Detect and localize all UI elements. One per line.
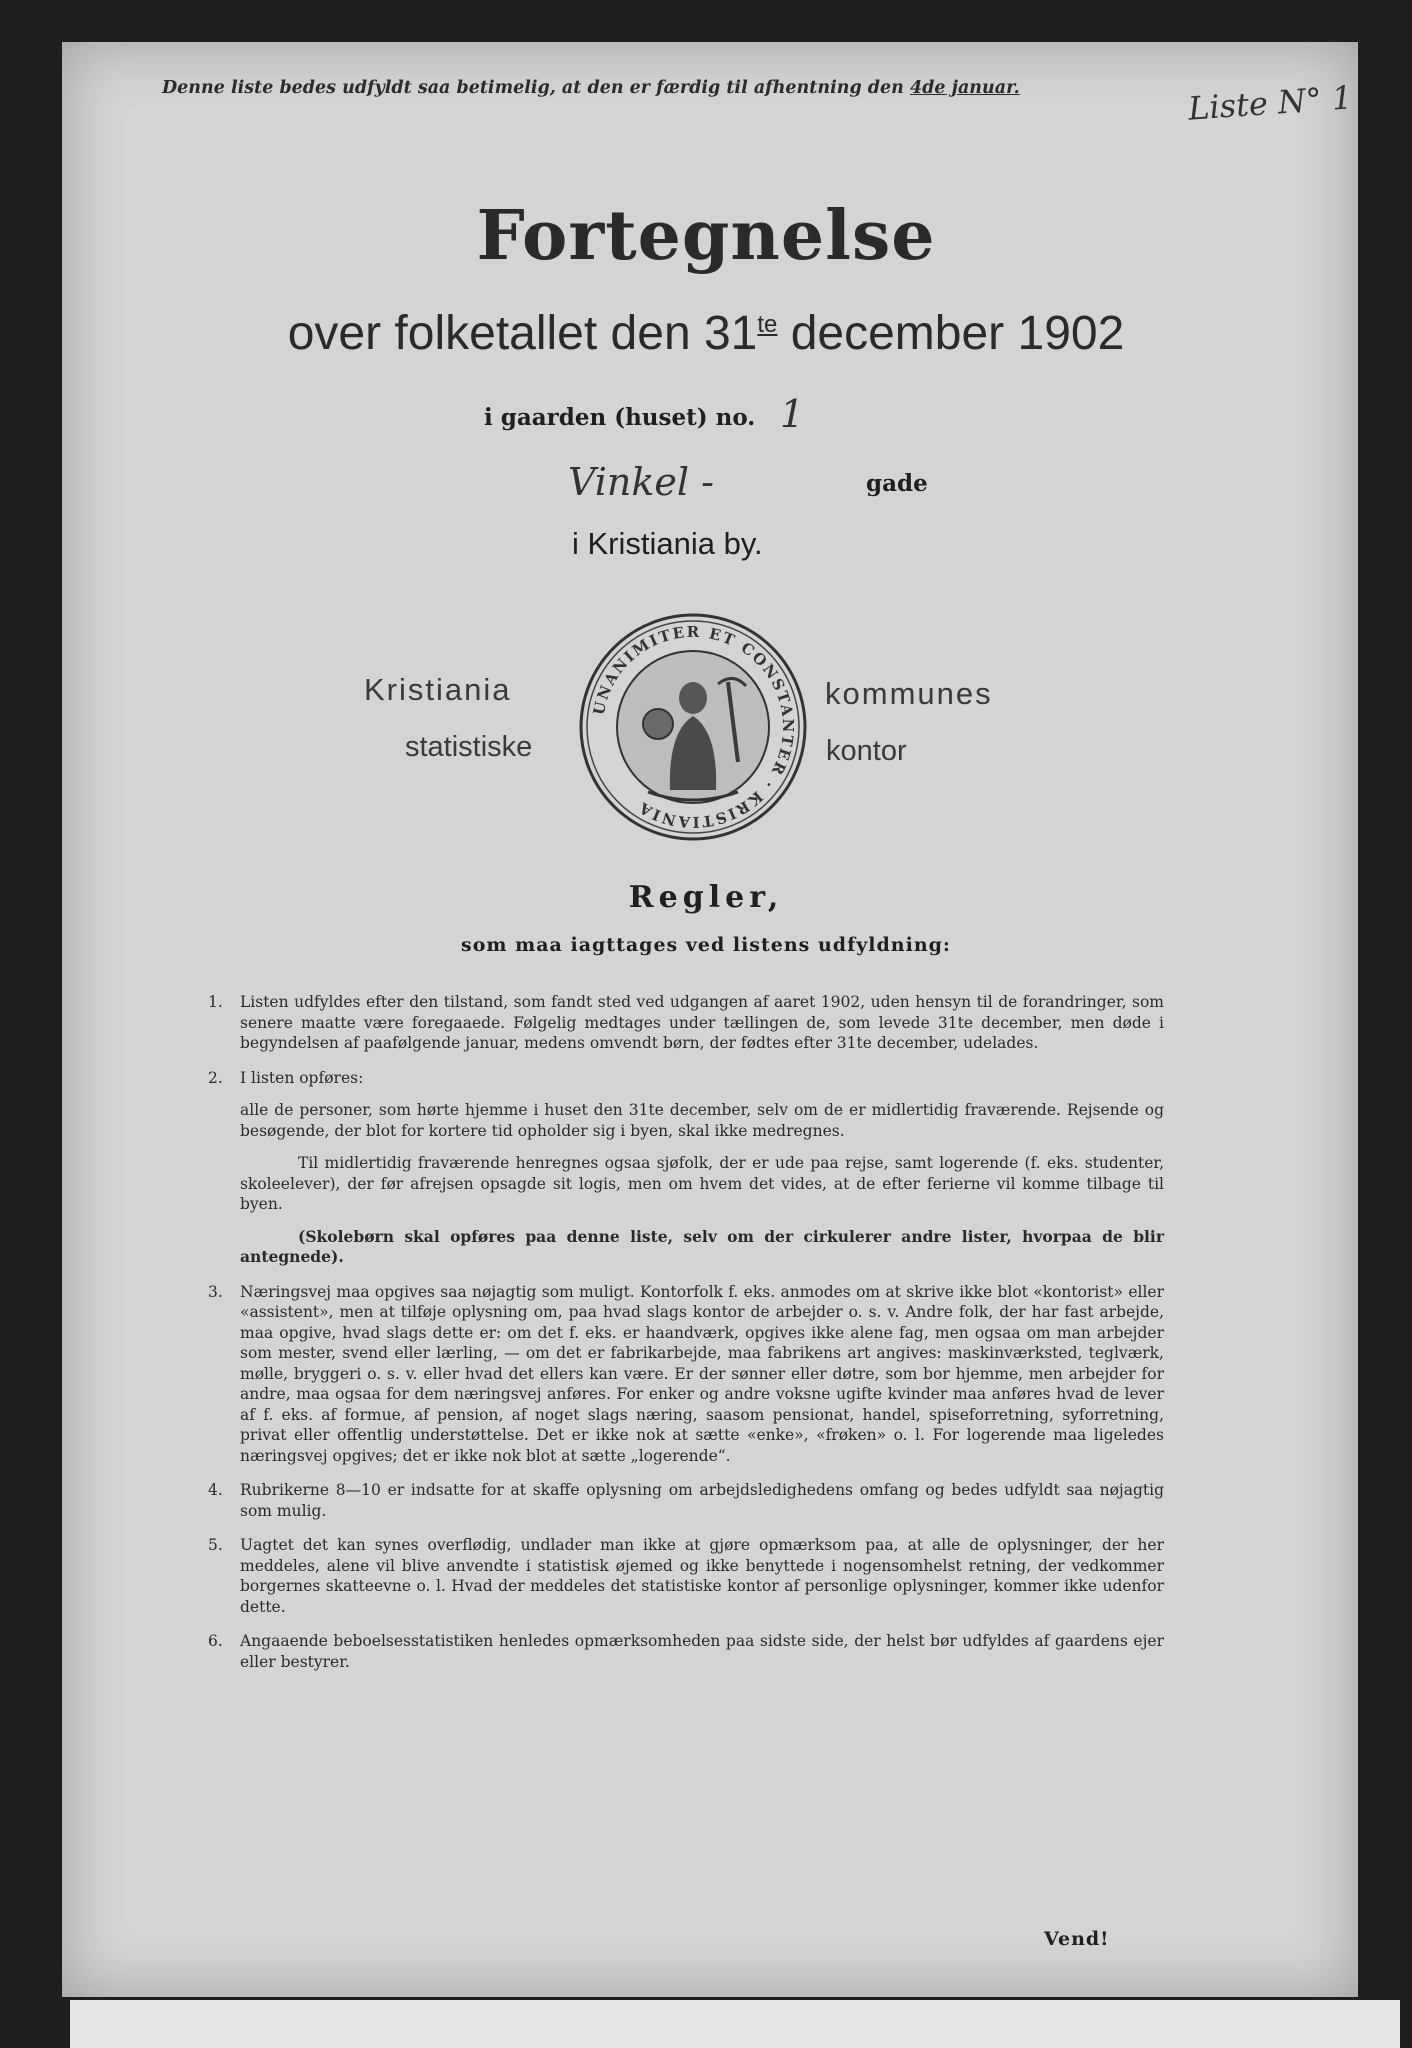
subtitle-after: december 1902 xyxy=(777,307,1125,360)
rule-item xyxy=(208,1535,1164,1617)
office-left-line2: statistiske xyxy=(405,731,533,763)
rule-item xyxy=(208,1631,1164,1672)
rule-number: 6. xyxy=(208,1632,223,1650)
rule-paragraph: alle de personer, som hørte hjemme i huset den 31te december, selv om de er midlertidig fraværende. Rejsende og besøgende, der blot for kortere tid opholder sig i byen, skal ikke medregnes. xyxy=(240,1101,1164,1140)
document-subtitle xyxy=(0,306,1412,361)
street-name: Vinkel - xyxy=(568,460,714,504)
rules-subtitle: som maa iagttages ved listens udfyldning: xyxy=(461,934,951,956)
gade-label: gade xyxy=(866,470,928,497)
top-note-text: Denne liste bedes udfyldt saa betimelig, at den er færdig til afhentning den xyxy=(162,78,904,98)
rules-title: Regler, xyxy=(628,880,784,915)
rule-paragraph: Listen udfyldes efter den tilstand, som fandt sted ved udgangen af aaret 1902, uden hensyn til de forandringer, som senere maatte være foregaaede. Følgelig medtages under tællingen de, som levede 31te december, men døde i begyndelsen af paafølgende januar, medens omvendt børn, der fødtes efter 31te december, udelades. xyxy=(240,993,1164,1052)
gaarden-number: 1 xyxy=(780,392,805,436)
top-note-date: 4de januar. xyxy=(909,78,1020,98)
rule-number: 5. xyxy=(208,1536,223,1554)
kristiania-seal-icon xyxy=(578,612,808,842)
turn-over-label: Vend! xyxy=(1044,1928,1110,1950)
rule-paragraph: I listen opføres: xyxy=(240,1068,364,1087)
rule-number: 2. xyxy=(208,1068,223,1087)
office-right-line1: kommunes xyxy=(825,676,993,711)
scan-bottom-strip xyxy=(70,2000,1400,2048)
rule-paragraph: Rubrikerne 8—10 er indsatte for at skaffe oplysning om arbejdsledighedens omfang og bedes udfyldt saa nøjagtig som mulig. xyxy=(240,1481,1164,1520)
city-line: i Kristiania by. xyxy=(572,526,763,561)
seal-ring-text: UNANIMITER ET CONSTANTER · KRISTIANIA xyxy=(589,622,798,832)
rule-paragraph: (Skolebørn skal opføres paa denne liste, selv om der cirkulerer andre lister, hvorpaa de blir antegnede). xyxy=(240,1226,1164,1266)
top-instruction-note xyxy=(162,78,1222,98)
rule-item xyxy=(208,1480,1164,1521)
rule-paragraph: Angaaende beboelsesstatistiken henledes opmærksomheden paa sidste side, der helst bør udfyldes af gaardens ejer eller bestyrer. xyxy=(240,1632,1164,1671)
rule-item xyxy=(208,992,1164,1054)
office-right-line2: kontor xyxy=(826,735,907,767)
rule-number: 3. xyxy=(208,1282,223,1301)
rule-item xyxy=(208,1068,1164,1268)
rule-paragraph: Næringsvej maa opgives saa nøjagtig som muligt. Kontorfolk f. eks. anmodes om at skrive ikke blot «kontorist» eller «assistent», men at tilføje oplysning om, paa hvad slags kontor de arbejder o. s. v. Andre folk, der har fast arbejde, maa opgive, hvad slags dette er: om det f. eks. er haandværk, opgives ikke alene fag, men ogsaa om man arbejder som mester, svend eller lærling, — om det er fabrikarbejde, maa fabrikens art angives: maskinværksted, teglværk, mølle, bryggeri o. s. v. eller hvad det ellers kan være. Er der sønner eller døtre, som bor hjemme, men arbejder for andre, maa ogsaa for dem næringsvej anføres. For enker og andre voksne ugifte kvinder maa anføres hvad de lever af f. eks. af formue, af pension, af noget slags næring, saasom pensionat, handel, spiseforretning, syforretning, privat eller offentlig understøttelse. Det er ikke nok at sætte «enke», «frøken» o. l. For logerende maa ligeledes næringsvej opgives; det er ikke nok blot at sætte „logerende“. xyxy=(240,1282,1164,1465)
document-title: Fortegnelse xyxy=(476,196,936,276)
rule-paragraph: Uagtet det kan synes overflødig, undlader man ikke at gjøre opmærksom paa, at alle de oplysninger, der her meddeles, alene vil blive anvendte i statistisk øjemed og ikke benyttede i nogensomhelst retning, der vedkommer borgernes skatteevne o. l. Hvad der meddeles det statistiske kontor af personlige oplysninger, kommer ikke udenfor dette. xyxy=(240,1536,1164,1616)
office-left-line1: Kristiania xyxy=(364,672,512,707)
subtitle-before: over folketallet den 31 xyxy=(287,307,758,360)
handwritten-list-number: Liste N° 1 xyxy=(1186,78,1354,128)
rule-paragraph: Til midlertidig fraværende henregnes ogsaa sjøfolk, der er ude paa rejse, samt logerende (f. eks. studenter, skoleelever), der før afrejsen opsagde sit logis, men om hvem det vides, at de efter ferierne vil komme tilbage til byen. xyxy=(240,1154,1164,1213)
subtitle-sup: te xyxy=(757,311,778,338)
rules-list xyxy=(208,992,1164,1686)
rule-number: 4. xyxy=(208,1481,223,1499)
rule-number: 1. xyxy=(208,993,223,1011)
rule-item xyxy=(208,1282,1164,1467)
gaarden-label: i gaarden (huset) no. xyxy=(484,404,756,431)
